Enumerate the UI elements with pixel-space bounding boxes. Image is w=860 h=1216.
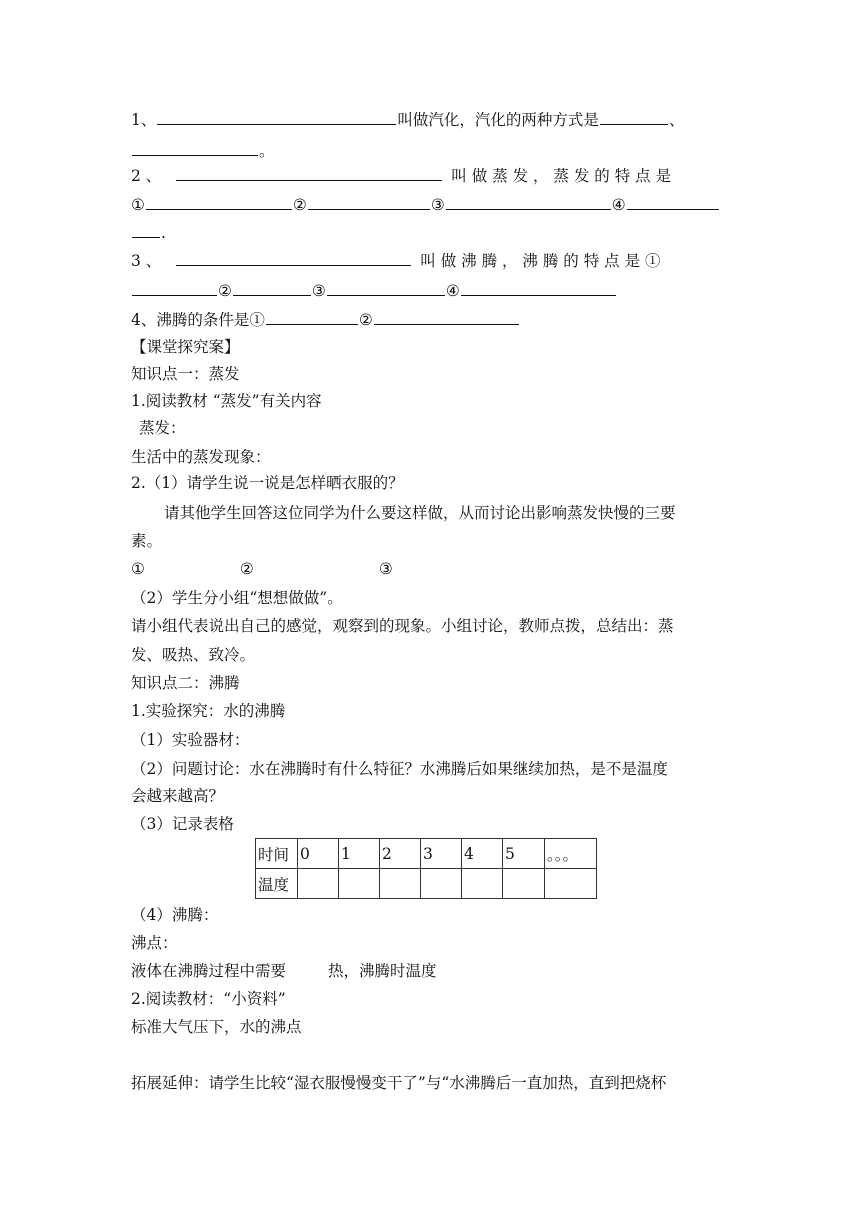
q3-circle-3: ③	[311, 282, 326, 300]
q3-circle-2: ②	[218, 282, 232, 300]
equipment-label: （1）实验器材：	[131, 731, 250, 749]
read-textbook-1: 1.阅读教材 “蒸发”有关内容	[131, 392, 322, 410]
question-2-2: （2）学生分小组“想想做做”。	[131, 589, 343, 607]
question-1-cont	[131, 140, 275, 162]
section-heading: 【课堂探究案】	[131, 338, 240, 356]
q2-circle-1: ①	[131, 196, 145, 214]
q3-blank-2	[132, 280, 217, 296]
table-cell: 5	[503, 839, 545, 869]
q3-blank-5	[461, 280, 616, 296]
q1-blank-2	[600, 109, 668, 125]
q2-text: 叫 做 蒸 发 ， 蒸 发 的 特 点 是	[451, 167, 672, 185]
knowledge-point-1: 知识点一：蒸发	[131, 365, 240, 383]
discussion-line-2: 会越来越高？	[131, 787, 225, 805]
table-cell: 1	[339, 839, 380, 869]
experiment-title: 1.实验探究：水的沸腾	[131, 702, 286, 720]
q1-text: 叫做汽化，汽化的两种方式是	[397, 111, 599, 129]
question-3-cont	[131, 280, 617, 302]
paragraph-2-line-1: 请小组代表说出自己的感觉，观察到的现象。小组讨论，教师点拨，总结出：蒸	[131, 617, 674, 635]
table-cell[interactable]	[339, 869, 380, 899]
table-cell: 2	[380, 839, 421, 869]
table-cell: 。。。	[545, 839, 597, 869]
discussion-line-1: （2）问题讨论：水在沸腾时有什么特征？水沸腾后如果继续加热，是不是温度	[131, 760, 668, 778]
q2-blank-4	[446, 194, 611, 210]
table-cell[interactable]	[503, 869, 545, 899]
paragraph-1-line-1: 请其他学生回答这位同学为什么要这样做，从而讨论出影响蒸发快慢的三要	[164, 504, 676, 522]
factor-circle-2: ②	[239, 560, 254, 578]
table-cell: 时间	[256, 839, 298, 869]
paragraph-2-line-2: 发、吸热、致冷。	[131, 646, 256, 664]
question-2-cont2	[131, 222, 166, 244]
factor-circle-1: ①	[131, 560, 145, 578]
table-row-temp	[256, 869, 597, 899]
q2-blank-1	[176, 165, 442, 181]
extension: 拓展延伸：请学生比较“湿衣服慢慢变干了”与“水沸腾后一直加热，直到把烧杯	[131, 1074, 667, 1092]
table-cell[interactable]	[421, 869, 462, 899]
q1-number: 1、	[131, 111, 157, 129]
question-1	[131, 109, 684, 131]
q2-blank-6	[132, 222, 160, 238]
q2-blank-3	[308, 194, 430, 210]
table-cell[interactable]	[545, 869, 597, 899]
table-cell[interactable]	[380, 869, 421, 899]
life-phenomena: 生活中的蒸发现象：	[131, 448, 271, 466]
q3-number: 3 、	[131, 252, 162, 270]
table-row-time	[256, 839, 597, 869]
q2-circle-4: ④	[611, 196, 626, 214]
factor-circle-3: ③	[378, 560, 393, 578]
q1-end: 。	[259, 142, 275, 160]
factor-markers	[131, 559, 393, 581]
table-cell: 4	[462, 839, 503, 869]
question-2-1: 2.（1）请学生说一说是怎样晒衣服的？	[131, 474, 404, 492]
q1-separator: 、	[668, 111, 685, 129]
question-3	[131, 250, 661, 272]
table-cell[interactable]	[462, 869, 503, 899]
q3-circle-4: ④	[445, 282, 460, 300]
q3-blank-3	[233, 280, 311, 296]
q4-text: 4、沸腾的条件是①	[131, 311, 265, 329]
q1-blank-3	[132, 140, 258, 156]
table-cell: 3	[421, 839, 462, 869]
table-cell: 温度	[256, 869, 298, 899]
q3-text: 叫 做 沸 腾 ， 沸 腾 的 特 点 是 ①	[420, 252, 661, 270]
boiling-point-label: 沸点：	[131, 934, 178, 952]
paragraph-1-line-2: 素。	[131, 532, 163, 550]
q3-blank-1	[176, 250, 411, 266]
q2-circle-2: ②	[292, 196, 307, 214]
q4-blank-1	[266, 309, 358, 325]
q2-end: .	[161, 224, 166, 242]
question-2	[131, 165, 671, 187]
record-table	[255, 838, 597, 899]
q2-circle-3: ③	[430, 196, 445, 214]
liquid-boiling-line	[131, 961, 437, 983]
q1-blank-1	[157, 109, 396, 125]
q2-blank-5	[627, 194, 719, 210]
evaporation-label: 蒸发：	[139, 419, 186, 437]
liquid-text-b: 热，沸腾时温度	[328, 962, 437, 980]
standard-pressure: 标准大气压下，水的沸点	[131, 1018, 302, 1036]
q4-circle-2: ②	[358, 311, 373, 329]
question-4	[131, 309, 520, 331]
q2-blank-2	[146, 194, 292, 210]
record-table-label: （3）记录表格	[131, 815, 234, 833]
read-textbook-2: 2.阅读教材：“小资料”	[131, 990, 286, 1008]
liquid-text-a: 液体在沸腾过程中需要	[131, 962, 287, 980]
q4-blank-2	[374, 309, 519, 325]
table-cell: 0	[298, 839, 339, 869]
q2-number: 2 、	[131, 167, 162, 185]
question-2-cont	[131, 194, 720, 216]
q3-blank-4	[327, 280, 445, 296]
boiling-label: （4）沸腾：	[131, 906, 219, 924]
knowledge-point-2: 知识点二：沸腾	[131, 674, 240, 692]
table-cell[interactable]	[298, 869, 339, 899]
